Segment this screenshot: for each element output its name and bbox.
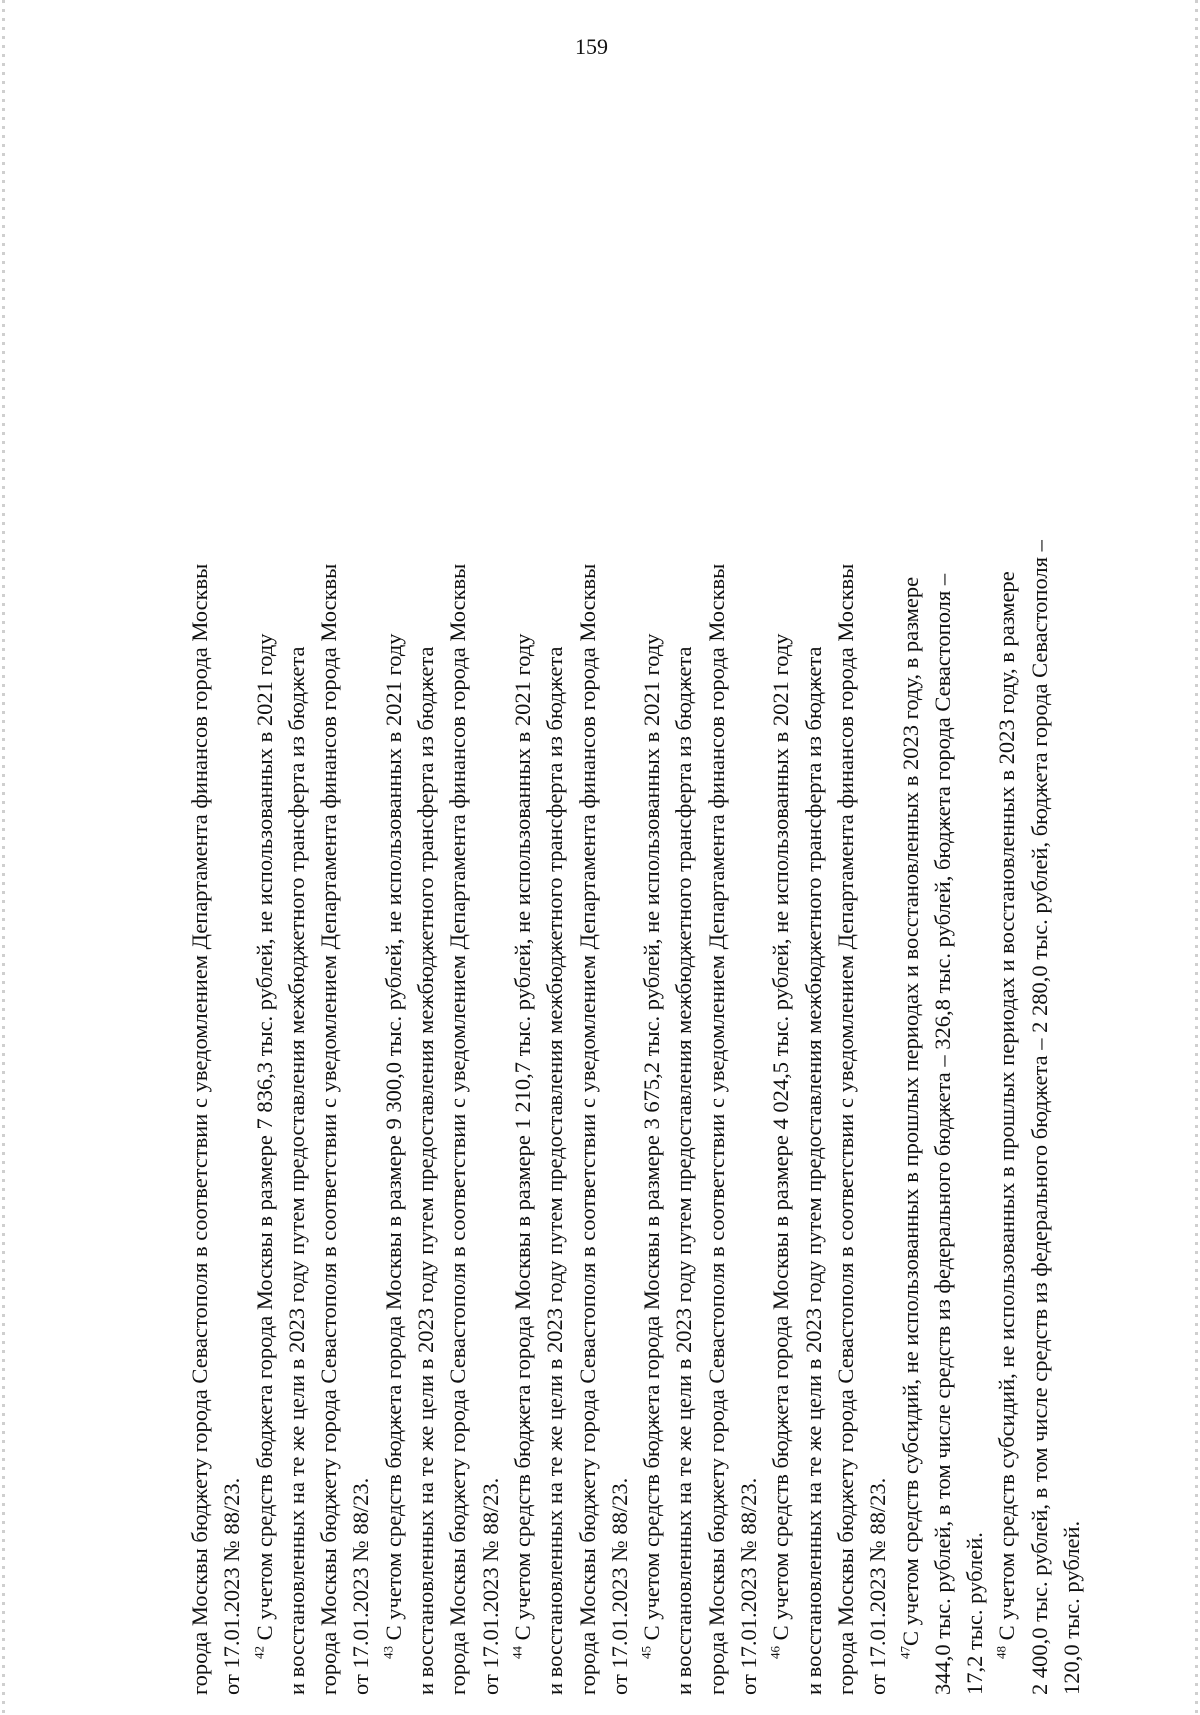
footnote-line	[281, 95, 313, 1695]
footnote-text: города Москвы бюджету города Севастополя в соответствии с уведомлением Департамента финансов города Москвы	[316, 563, 342, 1695]
footnote-line	[1056, 95, 1088, 1695]
footnote-text: и восстановленных на те же цели в 2023 году путем предоставления межбюджетного трансферта из бюджета	[542, 646, 568, 1695]
footnote-line	[862, 95, 894, 1695]
footnote-text: от 17.01.2023 № 88/23.	[348, 1477, 374, 1695]
footnote-text: города Москвы бюджету города Севастополя в соответствии с уведомлением Департамента финансов города Москвы	[574, 563, 600, 1695]
footnote-text: от 17.01.2023 № 88/23.	[736, 1477, 762, 1695]
footnote-marker: 47	[897, 1646, 913, 1659]
footnote-text: С учетом средств бюджета города Москвы в размере 9 300,0 тыс. рублей, не использованных в 2021 году	[380, 633, 406, 1646]
footnote-start-line	[895, 95, 927, 1695]
footnote-start-line	[991, 95, 1023, 1695]
footnote-line	[539, 95, 571, 1695]
footnote-text: города Москвы бюджету города Севастополя в соответствии с уведомлением Департамента финансов города Москвы	[187, 563, 212, 1695]
footnote-line	[959, 95, 991, 1695]
footnote-text: С учетом средств бюджета города Москвы в размере 3 675,2 тыс. рублей, не использованных в 2021 году	[639, 633, 665, 1646]
footnote-text: 120,0 тыс. рублей.	[1059, 1520, 1085, 1695]
footnote-text: от 17.01.2023 № 88/23.	[606, 1477, 632, 1695]
footnote-text: С учетом средств бюджета города Москвы в размере 1 210,7 тыс. рублей, не использованных в 2021 году	[509, 633, 535, 1646]
footnote-text: С учетом средств бюджета города Москвы в размере 7 836,3 тыс. рублей, не использованных в 2021 году	[251, 633, 277, 1646]
footnote-line	[668, 95, 700, 1695]
footnote-text: 344,0 тыс. рублей, в том числе средств из федерального бюджета – 326,8 тыс. рублей, бюджета города Севастополя –	[929, 573, 955, 1695]
footnote-text: от 17.01.2023 № 88/23.	[477, 1477, 503, 1695]
footnote-marker: 46	[767, 1646, 783, 1659]
footnote-line	[410, 95, 442, 1695]
footnote-line	[1024, 95, 1056, 1695]
footnote-line	[830, 95, 862, 1695]
page-number: 159	[575, 34, 608, 59]
footnote-line	[216, 95, 248, 1695]
footnote-text: и восстановленных на те же цели в 2023 году путем предоставления межбюджетного трансферта из бюджета	[671, 646, 697, 1695]
footnotes-block	[184, 95, 1088, 1695]
scan-edge-right	[1195, 0, 1198, 1715]
footnote-marker: 48	[993, 1646, 1009, 1659]
footnote-text: от 17.01.2023 № 88/23.	[219, 1477, 245, 1695]
footnote-marker: 42	[251, 1646, 267, 1659]
footnote-text: и восстановленных на те же цели в 2023 году путем предоставления межбюджетного трансферта из бюджета	[283, 646, 309, 1695]
footnote-line	[572, 95, 604, 1695]
footnote-text: города Москвы бюджету города Севастополя в соответствии с уведомлением Департамента финансов города Москвы	[832, 563, 858, 1695]
footnote-marker: 45	[638, 1646, 654, 1659]
footnote-marker: 43	[380, 1646, 396, 1659]
footnote-start-line	[765, 95, 797, 1695]
footnote-start-line	[378, 95, 410, 1695]
footnote-start-line	[249, 95, 281, 1695]
footnote-text: С учетом средств субсидий, не использованных в прошлых периодах и восстановленных в 2023 году, в размере	[897, 576, 923, 1646]
footnote-line	[345, 95, 377, 1695]
footnote-text: С учетом средств бюджета города Москвы в размере 4 024,5 тыс. рублей, не использованных в 2021 году	[768, 633, 794, 1646]
footnote-line	[184, 95, 216, 1695]
footnote-line	[733, 95, 765, 1695]
footnote-line	[442, 95, 474, 1695]
footnote-text: от 17.01.2023 № 88/23.	[865, 1477, 891, 1695]
footnote-start-line	[636, 95, 668, 1695]
footnote-text: и восстановленных на те же цели в 2023 году путем предоставления межбюджетного трансферта из бюджета	[800, 646, 826, 1695]
footnote-line	[313, 95, 345, 1695]
footnote-text: города Москвы бюджету города Севастополя в соответствии с уведомлением Департамента финансов города Москвы	[703, 563, 729, 1695]
footnote-text: 2 400,0 тыс. рублей, в том числе средств из федерального бюджета – 2 280,0 тыс. рублей, бюджета города Севастополя –	[1026, 540, 1052, 1695]
footnote-line	[475, 95, 507, 1695]
footnote-text: С учетом средств субсидий, не использованных в прошлых периодах и восстановленных в 2023 году, в размере	[994, 571, 1020, 1646]
footnote-line	[604, 95, 636, 1695]
footnote-line	[798, 95, 830, 1695]
footnote-text: города Москвы бюджету города Севастополя в соответствии с уведомлением Департамента финансов города Москвы	[445, 563, 471, 1695]
footnote-start-line	[507, 95, 539, 1695]
footnote-line	[927, 95, 959, 1695]
scan-edge-left	[2, 0, 5, 1715]
footnote-text: 17,2 тыс. рублей.	[962, 1532, 988, 1695]
footnote-text: и восстановленных на те же цели в 2023 году путем предоставления межбюджетного трансферта из бюджета	[413, 646, 439, 1695]
footnote-line	[701, 95, 733, 1695]
footnote-marker: 44	[509, 1646, 525, 1659]
